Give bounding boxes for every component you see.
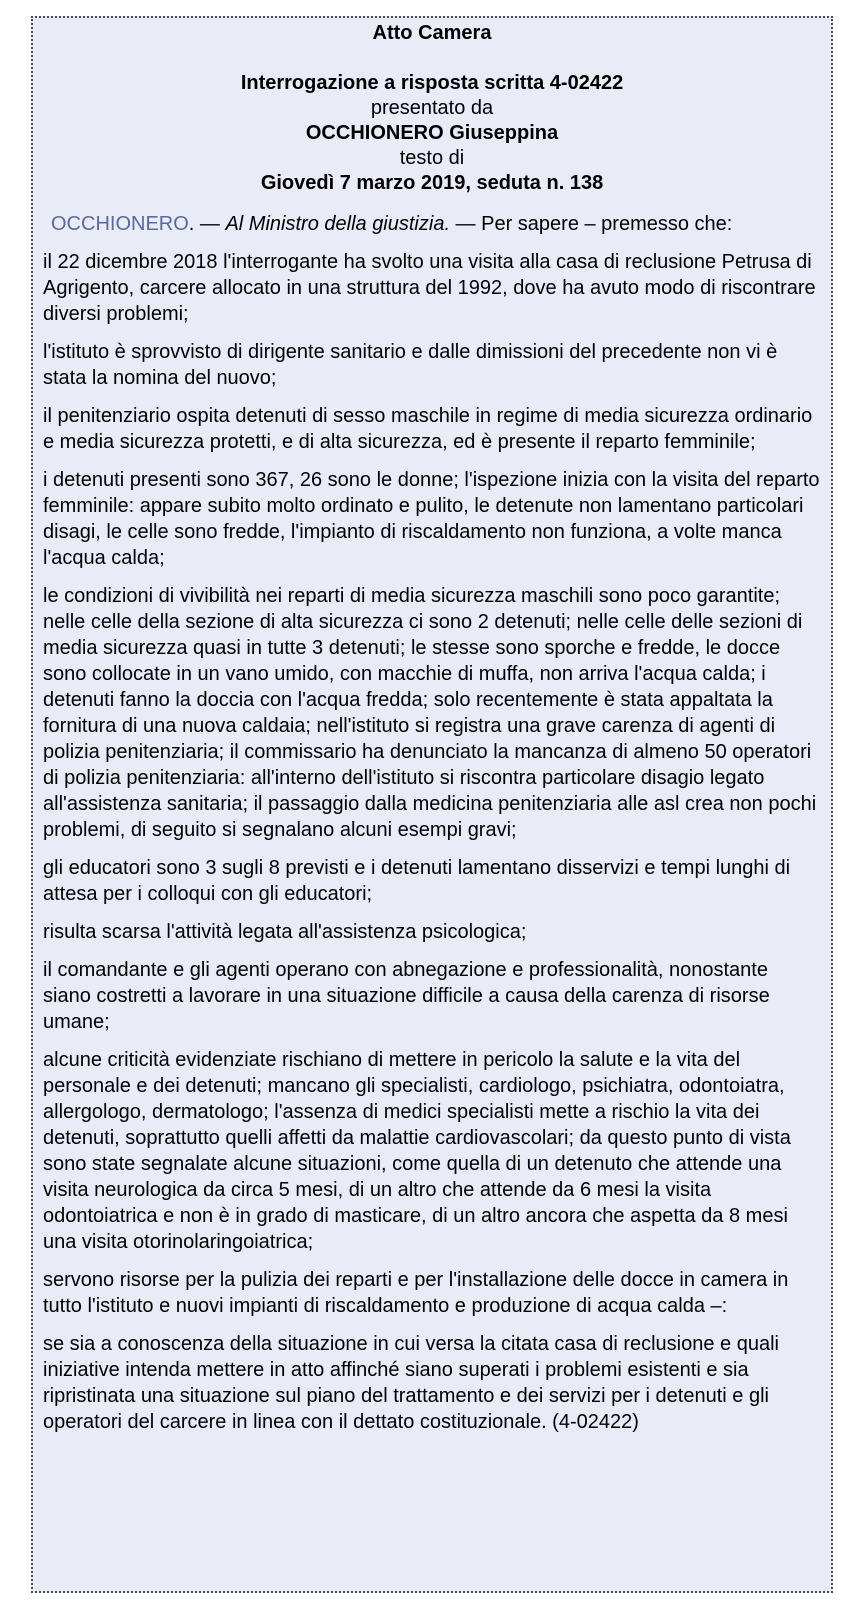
presenter-name: OCCHIONERO Giuseppina <box>305 122 559 144</box>
speaker-name: OCCHIONERO <box>51 213 189 235</box>
document-panel <box>31 16 833 1593</box>
addressee: Al Ministro della giustizia. <box>225 213 450 235</box>
opening-separator: . — <box>188 213 226 235</box>
doc-type: Atto Camera <box>372 22 492 44</box>
document-header <box>43 21 821 196</box>
paragraph: risulta scarsa l'attività legata all'assistenza psicologica; <box>43 921 527 943</box>
paragraph: gli educatori sono 3 sugli 8 previsti e i detenuti lamentano disservizi e tempi lunghi di attesa per i colloqui con gli educatori; <box>43 857 791 905</box>
session-date: Giovedì 7 marzo 2019, seduta n. 138 <box>260 172 604 194</box>
doc-title: Interrogazione a risposta scritta 4-02422 <box>240 72 624 94</box>
paragraph: se sia a conoscenza della situazione in cui versa la citata casa di reclusione e quali iniziative intenda mettere in atto affinché siano superati i problemi esistenti e sia ripristinata una situazione sul piano del trattamento e dei servizi per i detenuti e gli operatori del carcere in linea con il dettato costituzionale. (4-02422) <box>43 1333 779 1433</box>
paragraph: le condizioni di vivibilità nei reparti di media sicurezza maschili sono poco garantite; nelle celle della sezione di alta sicurezza ci sono 2 detenuti; nelle celle delle sezioni di media sicurezza quasi in tutte 3 detenuti; le stesse sono sporche e fredde, le docce sono collocate in un vano umido, con macchie di muffa, non arriva l'acqua calda; i detenuti fanno la doccia con l'acqua fredda; solo recentemente è stata appaltata la fornitura di una nuova caldaia; nell'istituto si registra una grave carenza di agenti di polizia penitenziaria; il commissario ha denunciato la mancanza di almeno 50 operatori di polizia penitenziaria: all'interno dell'istituto si riscontra particolare disagio legato all'assistenza sanitaria; il passaggio dalla medicina penitenziaria alle asl crea non pochi problemi, di seguito si segnalano alcuni esempi gravi; <box>43 585 817 841</box>
document-body <box>43 249 821 1435</box>
paragraph: il penitenziario ospita detenuti di sesso maschile in regime di media sicurezza ordinario e media sicurezza protetti, e di alta sicurezza, ed è presente il reparto femminile; <box>43 405 813 453</box>
opening-rest: — Per sapere – premesso che: <box>450 213 733 235</box>
paragraph: servono risorse per la pulizia dei reparti e per l'installazione delle docce in camera in tutto l'istituto e nuovi impianti di riscaldamento e produzione di acqua calda –: <box>43 1269 789 1317</box>
presented-by-label: presentato da <box>370 97 494 119</box>
paragraph: il 22 dicembre 2018 l'interrogante ha svolto una visita alla casa di reclusione Petrusa di Agrigento, carcere allocato in una struttura del 1992, dove ha avuto modo di riscontrare diversi problemi; <box>43 251 816 325</box>
paragraph: il comandante e gli agenti operano con abnegazione e professionalità, nonostante siano costretti a lavorare in una situazione difficile a causa della carenza di risorse umane; <box>43 959 770 1033</box>
header-spacer <box>43 46 821 71</box>
text-of-label: testo di <box>399 147 465 169</box>
paragraph: l'istituto è sprovvisto di dirigente sanitario e dalle dimissioni del precedente non vi è stata la nomina del nuovo; <box>43 341 778 389</box>
paragraph: i detenuti presenti sono 367, 26 sono le donne; l'ispezione inizia con la visita del reparto femminile: appare subito molto ordinato e pulito, le detenute non lamentano particolari disagi, le celle sono fredde, l'impianto di riscaldamento non funziona, a volte manca l'acqua calda; <box>43 469 820 569</box>
paragraph: alcune criticità evidenziate rischiano di mettere in pericolo la salute e la vita del personale e dei detenuti; mancano gli specialisti, cardiologo, psichiatra, odontoiatra, allergologo, dermatologo; l'assenza di medici specialisti mette a rischio la vita dei detenuti, soprattutto quelli affetti da malattie cardiovascolari; da questo punto di vista sono state segnalate alcune situazioni, come quella di un detenuto che attende una visita neurologica da circa 5 mesi, di un altro che attende da 6 mesi la visita odontoiatrica e non è in grado di masticare, di un altro ancora che aspetta da 8 mesi una visita otorinolaringoiatrica; <box>43 1049 791 1253</box>
opening-paragraph <box>43 211 821 237</box>
